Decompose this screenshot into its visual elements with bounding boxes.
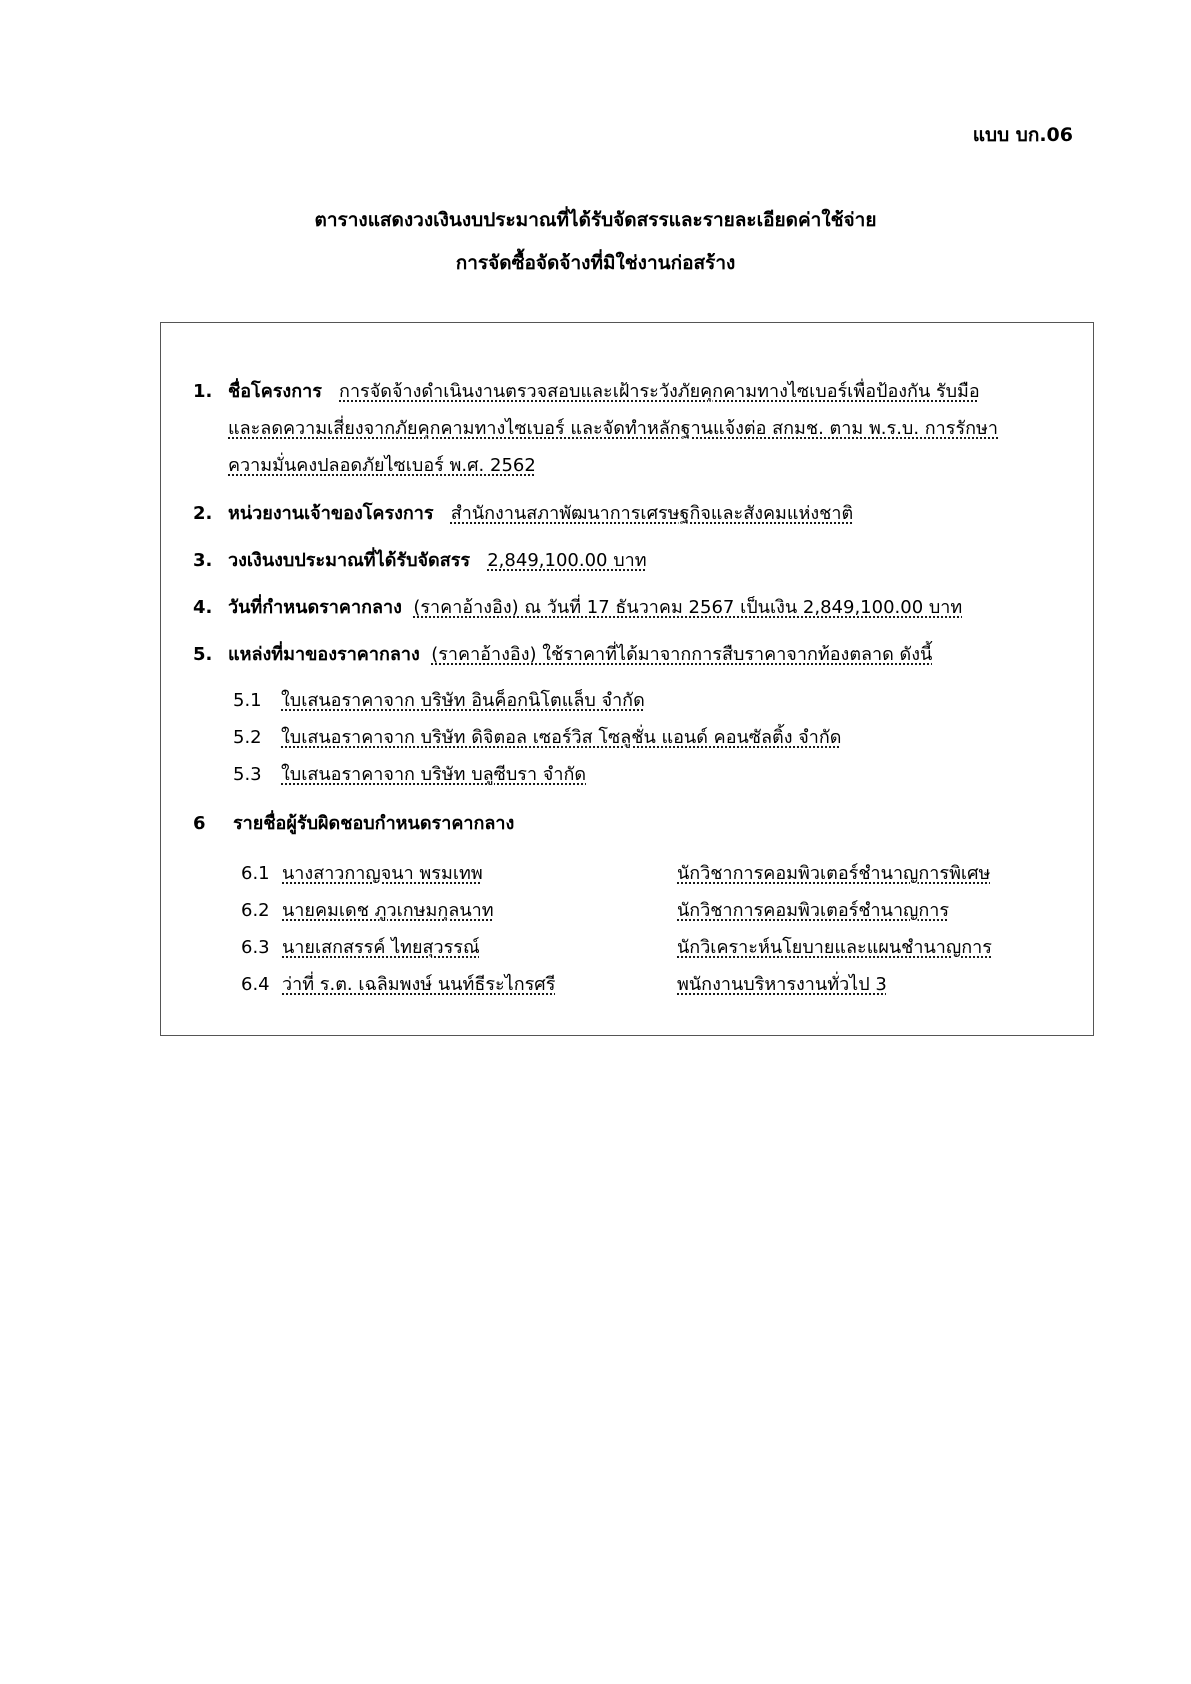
project-name-line: ความมั่นคงปลอดภัยไซเบอร์ พ.ศ. 2562	[228, 455, 536, 476]
source-number: 5.1	[233, 690, 262, 711]
person-position: นักวิเคราะห์นโยบายและแผนชำนาญการ	[677, 937, 992, 958]
person-number: 6.2	[241, 900, 270, 921]
item-responsible-text	[233, 811, 514, 837]
item-label: วงเงินงบประมาณที่ได้รับจัดสรร	[228, 550, 471, 571]
person-position: นักวิชาการคอมพิวเตอร์ชำนาญการ	[677, 900, 950, 921]
person-number: 6.4	[241, 974, 270, 995]
item-label: หน่วยงานเจ้าของโครงการ	[228, 503, 434, 524]
person-name: นายเสกสรรค์ ไทยสุวรรณ์	[282, 937, 480, 958]
form-code: แบบ บก.06	[972, 124, 1073, 146]
item-number: 6	[193, 813, 206, 834]
source-text: ใบเสนอราคาจาก บริษัท บลูซีบรา จำกัด	[281, 764, 587, 785]
source-number: 5.2	[233, 727, 262, 748]
person-number: 6.3	[241, 937, 270, 958]
person-position: นักวิชาการคอมพิวเตอร์ชำนาญการพิเศษ	[677, 863, 991, 884]
item-project-name-line3	[228, 453, 536, 479]
item-label: แหล่งที่มาของราคากลาง	[228, 644, 420, 665]
item-value: 2,849,100.00 บาท	[487, 550, 647, 571]
item-value: (ราคาอ้างอิง) ณ วันที่ 17 ธันวาคม 2567 เป็นเงิน 2,849,100.00 บาท	[413, 597, 963, 618]
person-name: ว่าที่ ร.ต. เฉลิมพงษ์ นนท์ธีระไกรศรี	[282, 974, 556, 995]
item-project-name-line1	[228, 379, 980, 405]
person-position: พนักงานบริหารงานทั่วไป 3	[677, 974, 887, 995]
item-agency-text	[228, 501, 853, 527]
person-name: นายคมเดช ภูวเกษมกุลนาท	[282, 900, 494, 921]
source-text: ใบเสนอราคาจาก บริษัท อินค็อกนิโตแล็บ จำกัด	[281, 690, 645, 711]
item-label: วันที่กำหนดราคากลาง	[228, 597, 402, 618]
item-value: (ราคาอ้างอิง) ใช้ราคาที่ได้มาจากการสืบราคาจากท้องตลาด ดังนี้	[431, 644, 933, 665]
project-name-line: การจัดจ้างดำเนินงานตรวจสอบและเฝ้าระวังภัยคุกคามทางไซเบอร์เพื่อป้องกัน รับมือ	[339, 381, 980, 402]
item-price-source-text	[228, 642, 932, 668]
person-name: นางสาวกาญจนา พรมเทพ	[282, 863, 483, 884]
item-number: 5.	[193, 644, 213, 665]
person-number: 6.1	[241, 863, 270, 884]
source-text: ใบเสนอราคาจาก บริษัท ดิจิตอล เซอร์วิส โซลูชั่น แอนด์ คอนซัลติ้ง จำกัด	[281, 727, 842, 748]
item-value: สำนักงานสภาพัฒนาการเศรษฐกิจและสังคมแห่งชาติ	[450, 503, 854, 524]
item-number: 4.	[193, 597, 213, 618]
document-subtitle: การจัดซื้อจัดจ้างที่มิใช่งานก่อสร้าง	[455, 252, 736, 274]
item-number: 1.	[193, 381, 213, 402]
source-number: 5.3	[233, 764, 262, 785]
item-project-name-line2	[228, 416, 998, 442]
project-name-line: และลดความเสี่ยงจากภัยคุกคามทางไซเบอร์ และจัดทำหลักฐานแจ้งต่อ สกมช. ตาม พ.ร.บ. การรักษา	[228, 418, 999, 439]
document-title: ตารางแสดงวงเงินงบประมาณที่ได้รับจัดสรรและรายละเอียดค่าใช้จ่าย	[314, 209, 877, 231]
item-label: ชื่อโครงการ	[228, 381, 322, 402]
item-reference-date-text	[228, 595, 962, 621]
item-number: 2.	[193, 503, 213, 524]
item-budget-text	[228, 548, 647, 574]
item-label: รายชื่อผู้รับผิดชอบกำหนดราคากลาง	[233, 813, 515, 834]
item-number: 3.	[193, 550, 213, 571]
details-box	[160, 322, 1094, 1036]
